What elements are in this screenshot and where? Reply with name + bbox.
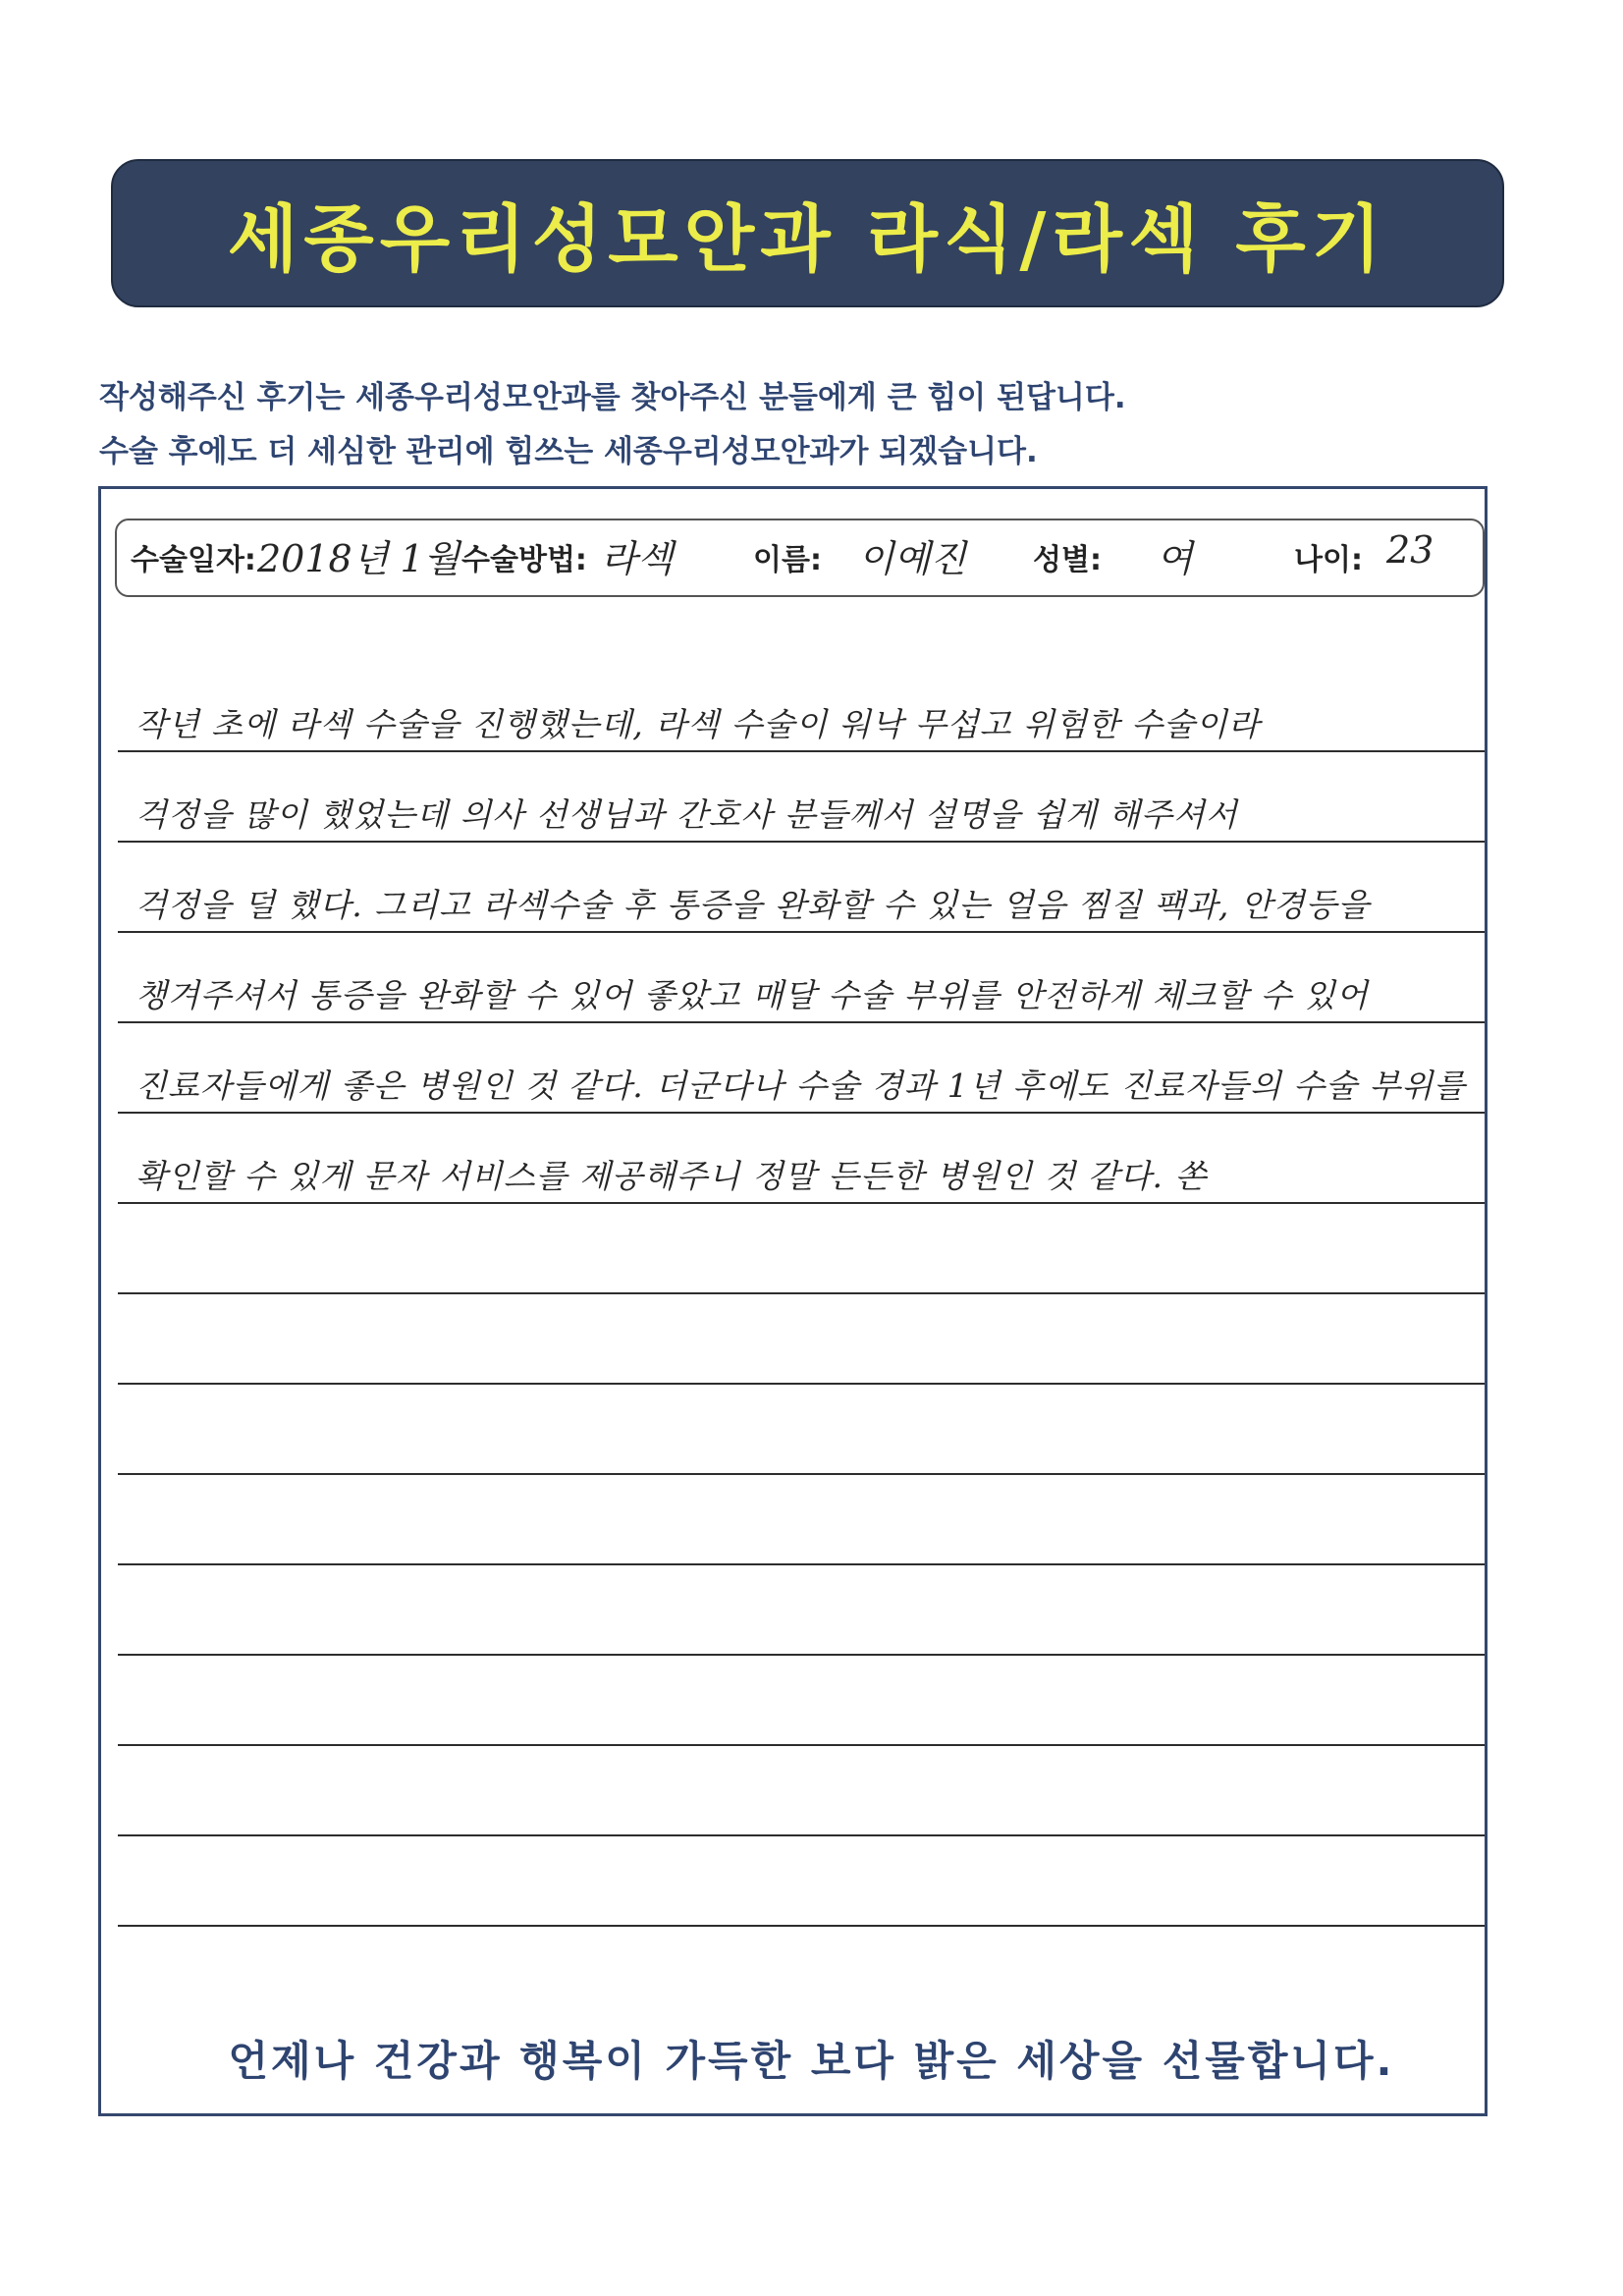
name-label: 이름:	[753, 543, 822, 577]
gender-value: 여	[1157, 537, 1193, 580]
ruled-line	[118, 1202, 1485, 1204]
ruled-line	[118, 1563, 1485, 1565]
surgery-date-label: 수술일자:	[131, 543, 256, 577]
ruled-line	[118, 1834, 1485, 1836]
surgery-method-value: 라섹	[601, 537, 674, 580]
review-line-4: 챙겨주셔서 통증을 완화할 수 있어 좋았고 매달 수술 부위를 안전하게 체크할 수 있어	[135, 976, 1369, 1014]
ruled-line	[118, 1021, 1485, 1023]
surgery-method-label: 수술방법:	[461, 543, 587, 577]
review-line-6: 확인할 수 있게 문자 서비스를 제공해주니 정말 든든한 병원인 것 같다. 쏜	[135, 1157, 1208, 1195]
ruled-line	[118, 1112, 1485, 1114]
age-value: 23	[1386, 528, 1434, 572]
ruled-line	[118, 750, 1485, 752]
intro-line-1: 작성해주신 후기는 세종우리성모안과를 찾아주신 분들에게 큰 힘이 된답니다.	[99, 380, 1126, 415]
page-title: 세종우리성모안과 라식/라섹 후기	[227, 196, 1388, 282]
gender-label: 성별:	[1033, 543, 1102, 577]
age-label: 나이:	[1294, 543, 1363, 577]
review-line-5: 진료자들에게 좋은 병원인 것 같다. 더군다나 수술 경과 1년 후에도 진료자들의 수술 부위를	[135, 1066, 1466, 1105]
closing-message: 언제나 건강과 행복이 가득한 보다 밝은 세상을 선물합니다.	[228, 2037, 1395, 2085]
title-banner	[111, 159, 1504, 307]
review-line-2: 걱정을 많이 했었는데 의사 선생님과 간호사 분들께서 설명을 쉽게 해주셔서	[135, 795, 1238, 834]
ruled-line	[118, 1925, 1485, 1927]
review-line-1: 작년 초에 라섹 수술을 진행했는데, 라섹 수술이 워낙 무섭고 위험한 수술이라	[135, 705, 1261, 743]
ruled-line	[118, 1473, 1485, 1475]
ruled-line	[118, 1744, 1485, 1746]
ruled-line	[118, 1654, 1485, 1656]
ruled-line	[118, 1292, 1485, 1294]
ruled-line	[118, 931, 1485, 933]
ruled-line	[118, 1383, 1485, 1385]
ruled-line	[118, 841, 1485, 843]
name-value: 이예진	[858, 537, 967, 580]
surgery-date-value: 2018년 1월	[257, 537, 460, 580]
review-line-3: 걱정을 덜 했다. 그리고 라섹수술 후 통증을 완화할 수 있는 얼음 찜질 팩과, 안경등을	[135, 886, 1371, 924]
intro-line-2: 수술 후에도 더 세심한 관리에 힘쓰는 세종우리성모안과가 되겠습니다.	[99, 434, 1038, 469]
